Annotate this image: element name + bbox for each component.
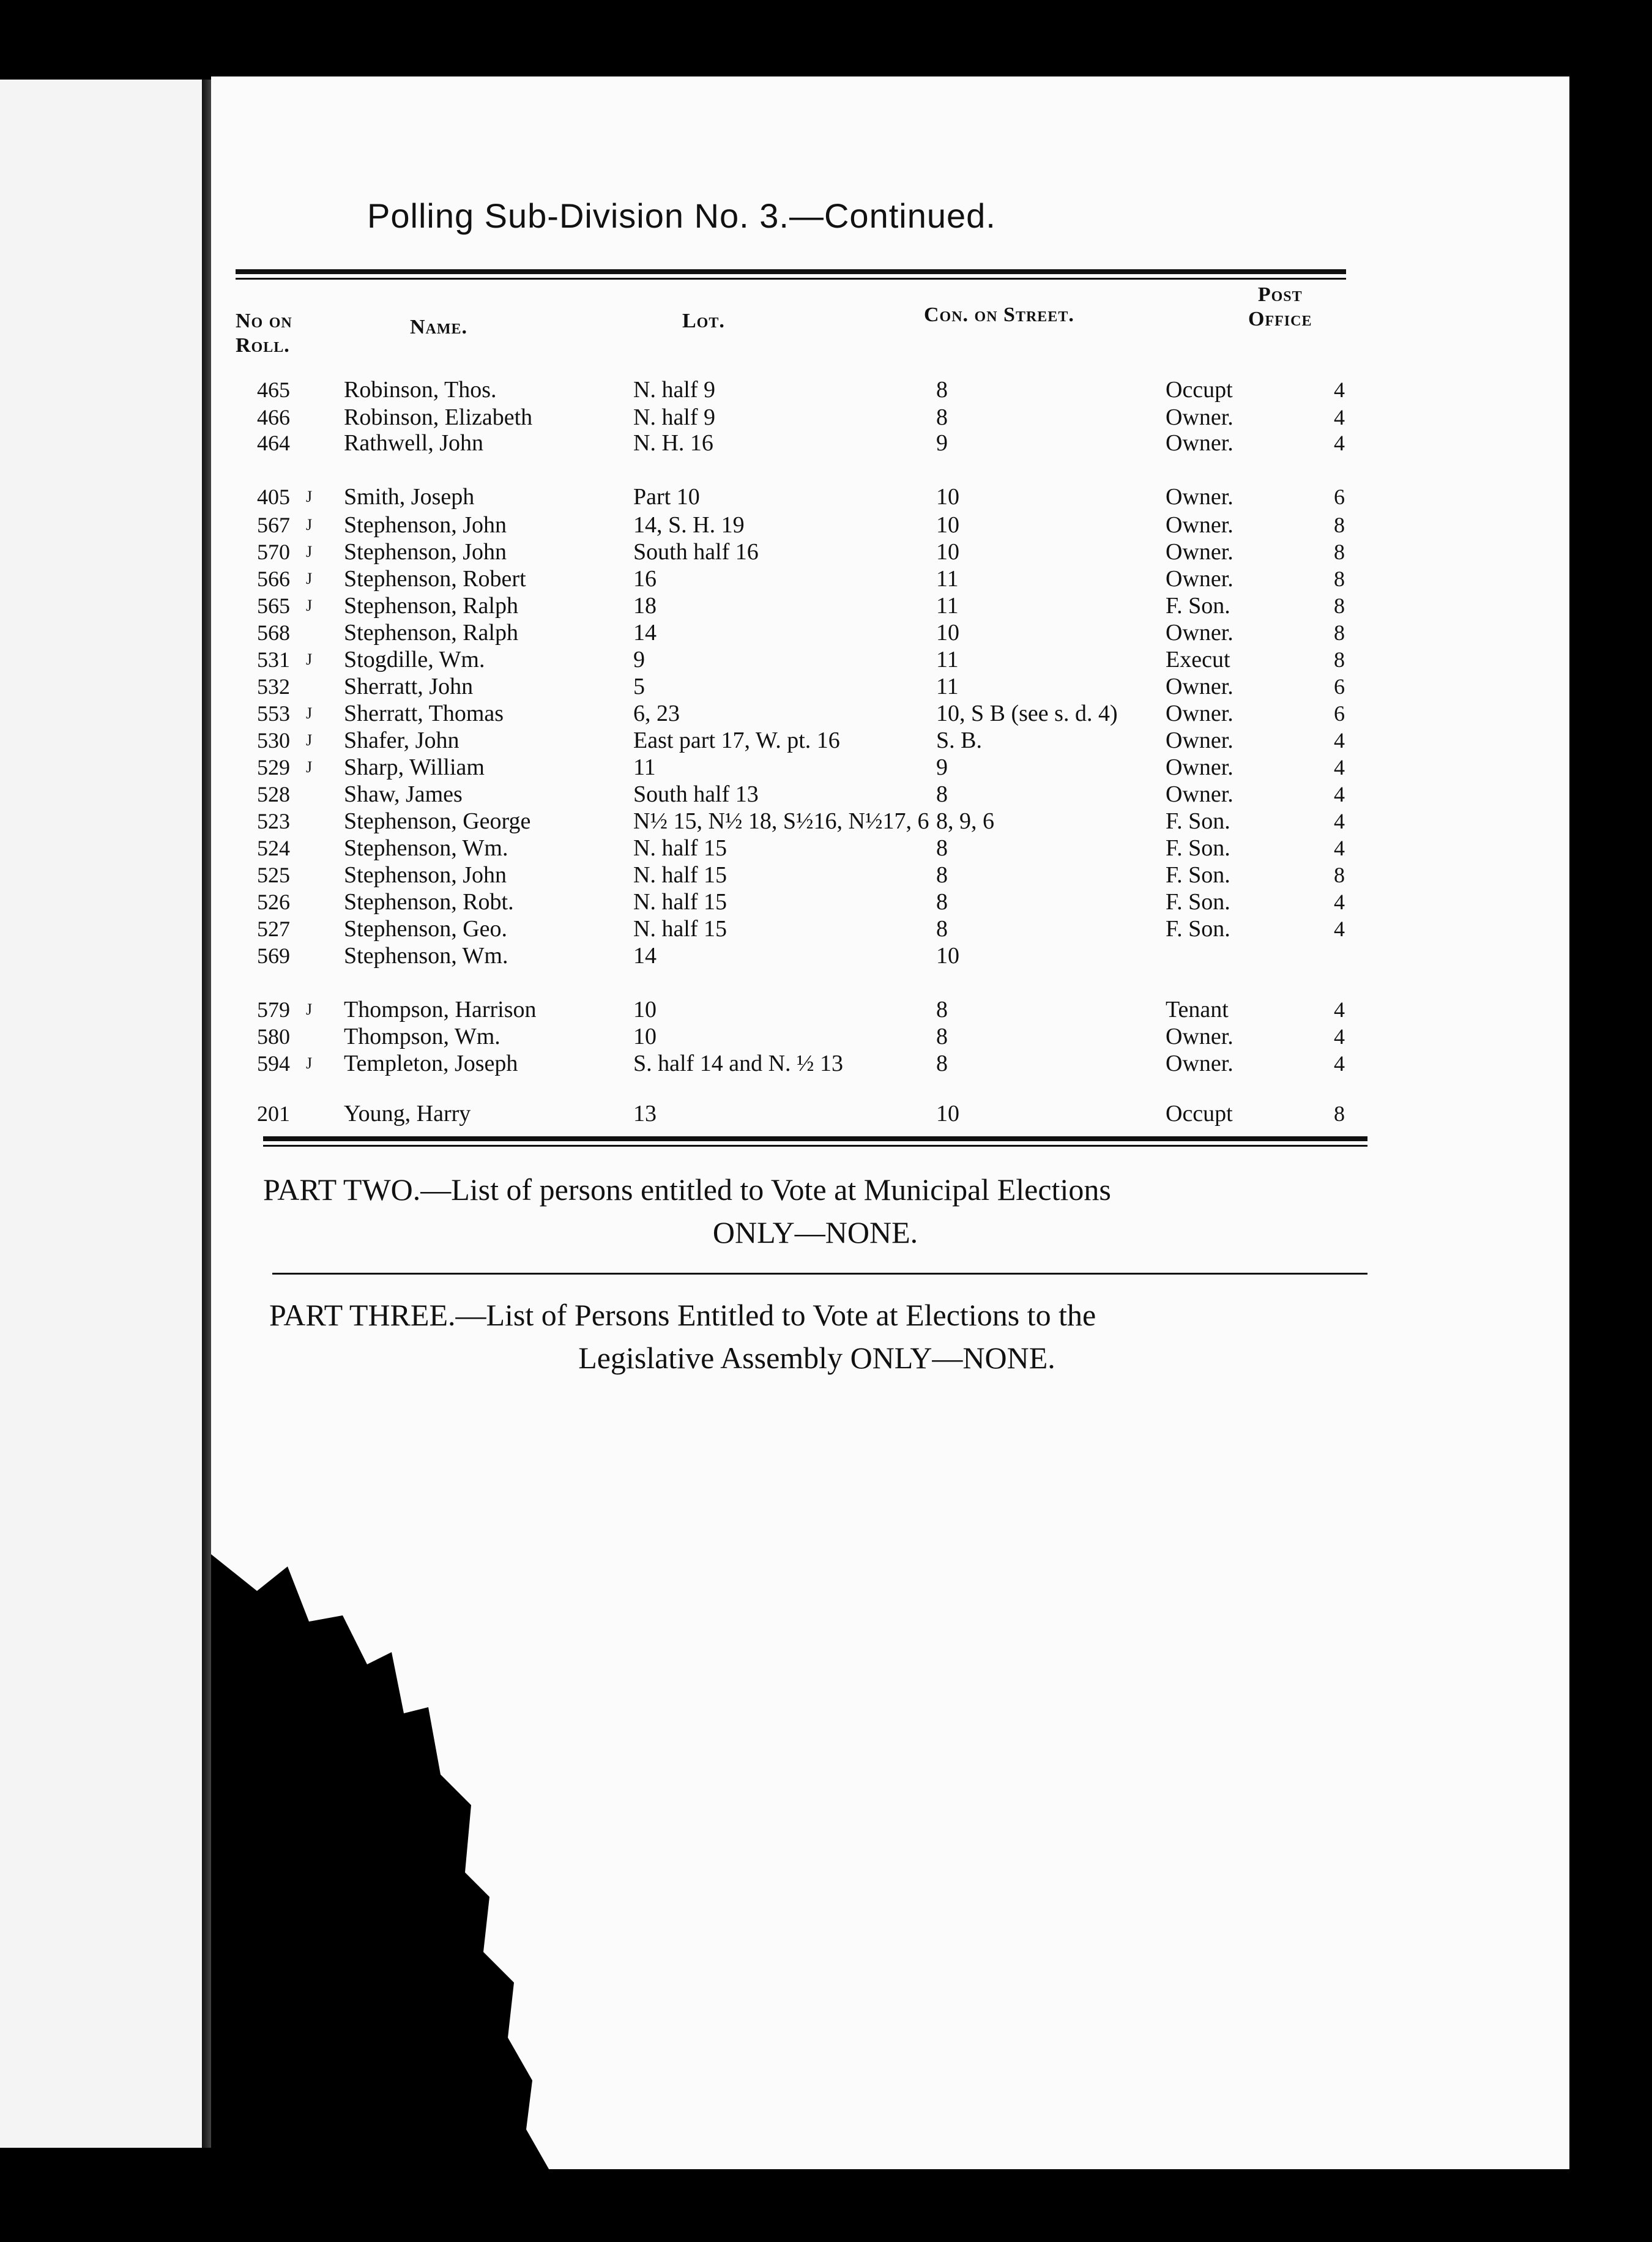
table-end-rule-thin — [263, 1145, 1367, 1147]
status: Owner. — [1166, 566, 1233, 592]
roll-number: 566 — [257, 567, 290, 591]
lot: N. half 15 — [633, 835, 727, 861]
roll-number: 527 — [257, 917, 290, 941]
voter-name: Smith, Joseph — [344, 484, 475, 510]
post-office: 4 — [1334, 917, 1345, 941]
concession: 8 — [936, 916, 948, 942]
post-office: 4 — [1334, 1024, 1345, 1049]
post-office: 6 — [1334, 674, 1345, 699]
post-office: 8 — [1334, 567, 1345, 591]
voter-name: Stephenson, John — [344, 862, 507, 888]
roll-number: 579 — [257, 997, 290, 1022]
voter-name: Stephenson, Robert — [344, 566, 526, 592]
juror-mark: J — [306, 488, 313, 505]
lot: N. half 9 — [633, 404, 716, 430]
voter-name: Stephenson, John — [344, 539, 507, 565]
voter-name: Stephenson, Ralph — [344, 593, 518, 619]
post-office: 8 — [1334, 1101, 1345, 1126]
lot: 13 — [633, 1101, 657, 1127]
part-two-line2: ONLY—NONE. — [712, 1215, 918, 1249]
lot: N. half 9 — [633, 377, 716, 403]
juror-mark: J — [306, 516, 313, 534]
column-header-lot: Lot. — [682, 310, 725, 332]
juror-mark: J — [306, 758, 313, 776]
status: Occupt — [1166, 377, 1233, 403]
roll-number: 464 — [257, 431, 290, 455]
roll-number: 529 — [257, 755, 290, 780]
juror-mark: J — [306, 731, 313, 749]
lot: 11 — [633, 754, 656, 780]
concession: 10, S B (see s. d. 4) — [936, 701, 1118, 726]
roll-number: 531 — [257, 647, 290, 672]
post-office: 8 — [1334, 513, 1345, 537]
voter-name: Sherratt, John — [344, 674, 474, 699]
status: Owner. — [1166, 430, 1233, 456]
concession: 8 — [936, 404, 948, 430]
post-office: 4 — [1334, 405, 1345, 430]
lot: 18 — [633, 593, 657, 619]
part-two-line1: PART TWO.—List of persons entitled to Vote at Municipal Elections — [263, 1172, 1111, 1207]
status: Owner. — [1166, 754, 1233, 780]
voter-name: Sharp, William — [344, 754, 485, 780]
lot: N½ 15, N½ 18, S½16, N½17, 6 — [633, 808, 929, 834]
post-office: 8 — [1334, 647, 1345, 672]
voter-name: Stephenson, Wm. — [344, 835, 508, 861]
juror-mark: J — [306, 1054, 313, 1072]
lot: 10 — [633, 997, 657, 1022]
status: Owner. — [1166, 1024, 1233, 1049]
lot: 16 — [633, 566, 657, 592]
roll-number: 570 — [257, 540, 290, 564]
post-office: 6 — [1334, 701, 1345, 726]
concession: 10 — [936, 943, 959, 969]
juror-mark: J — [306, 1000, 313, 1018]
page-title: Polling Sub-Division No. 3.—Continued. — [367, 196, 996, 235]
concession: 9 — [936, 430, 948, 456]
post-office: 4 — [1334, 431, 1345, 455]
roll-number: 465 — [257, 378, 290, 402]
status: Owner. — [1166, 484, 1233, 510]
voter-name: Sherratt, Thomas — [344, 701, 504, 726]
concession: 10 — [936, 539, 959, 565]
roll-number: 567 — [257, 513, 290, 537]
concession: 11 — [936, 566, 959, 592]
roll-number: 568 — [257, 620, 290, 645]
status: Owner. — [1166, 674, 1233, 699]
voter-name: Thompson, Wm. — [344, 1024, 500, 1049]
voter-name: Stephenson, Robt. — [344, 889, 514, 915]
roll-number: 532 — [257, 674, 290, 699]
lot: 5 — [633, 674, 645, 699]
juror-mark: J — [306, 543, 313, 560]
part-three-line2: Legislative Assembly ONLY—NONE. — [578, 1341, 1055, 1375]
post-office: 4 — [1334, 836, 1345, 860]
post-office: 4 — [1334, 1051, 1345, 1076]
post-office: 4 — [1334, 755, 1345, 780]
lot: 6, 23 — [633, 701, 680, 726]
voter-name: Templeton, Joseph — [344, 1051, 518, 1076]
status: Occupt — [1166, 1101, 1233, 1127]
status: Owner. — [1166, 728, 1233, 753]
lot: N. half 15 — [633, 889, 727, 915]
status: Owner. — [1166, 1051, 1233, 1076]
lot: N. H. 16 — [633, 430, 713, 456]
roll-number: 525 — [257, 863, 290, 887]
concession: 8 — [936, 835, 948, 861]
part-divider-rule — [272, 1273, 1367, 1275]
post-office: 4 — [1334, 890, 1345, 914]
header-rule-thick — [236, 269, 1346, 274]
status: Owner. — [1166, 512, 1233, 538]
voter-name: Young, Harry — [344, 1101, 471, 1127]
status: Owner. — [1166, 701, 1233, 726]
post-office: 8 — [1334, 620, 1345, 645]
status: Owner. — [1166, 781, 1233, 807]
concession: 8 — [936, 997, 948, 1022]
concession: 8 — [936, 1051, 948, 1076]
lot: 9 — [633, 647, 645, 672]
roll-number: 524 — [257, 836, 290, 860]
concession: 10 — [936, 1101, 959, 1127]
lot: N. half 15 — [633, 916, 727, 942]
status: F. Son. — [1166, 862, 1230, 888]
concession: 8 — [936, 889, 948, 915]
juror-mark: J — [306, 570, 313, 587]
lot: N. half 15 — [633, 862, 727, 888]
lot: 14 — [633, 943, 657, 969]
voter-name: Stephenson, Geo. — [344, 916, 508, 942]
roll-number: 530 — [257, 728, 290, 753]
lot: S. half 14 and N. ½ 13 — [633, 1051, 844, 1076]
table-end-rule-thick — [263, 1136, 1367, 1141]
status: Owner. — [1166, 404, 1233, 430]
voter-name: Shaw, James — [344, 781, 463, 807]
roll-number: 565 — [257, 594, 290, 618]
column-header-post-office: Post Office — [1248, 283, 1312, 330]
juror-mark: J — [306, 650, 313, 668]
column-header-con-street: Con. on Street. — [924, 304, 1074, 326]
status: Owner. — [1166, 539, 1233, 565]
post-office: 4 — [1334, 782, 1345, 806]
roll-number: 523 — [257, 809, 290, 833]
juror-mark: J — [306, 704, 313, 722]
post-office: 8 — [1334, 540, 1345, 564]
post-office: 6 — [1334, 485, 1345, 509]
column-header-name: Name. — [410, 316, 468, 338]
concession: 9 — [936, 754, 948, 780]
voter-name: Stephenson, George — [344, 808, 531, 834]
juror-mark: J — [306, 597, 313, 614]
part-three-line1: PART THREE.—List of Persons Entitled to Vote at Elections to the — [269, 1298, 1096, 1332]
status: Execut — [1166, 647, 1230, 672]
voter-name: Rathwell, John — [344, 430, 483, 456]
concession: 10 — [936, 484, 959, 510]
post-office: 4 — [1334, 728, 1345, 753]
roll-number: 466 — [257, 405, 290, 430]
lot: East part 17, W. pt. 16 — [633, 728, 840, 753]
voter-name: Shafer, John — [344, 728, 460, 753]
voter-name: Robinson, Elizabeth — [344, 404, 533, 430]
header-rule-thin — [236, 278, 1346, 280]
concession: 8 — [936, 781, 948, 807]
column-header-roll: No on Roll. — [236, 310, 292, 357]
lot: 14, S. H. 19 — [633, 512, 745, 538]
post-office: 4 — [1334, 997, 1345, 1022]
voter-name: Stephenson, Wm. — [344, 943, 508, 969]
status: F. Son. — [1166, 593, 1230, 619]
status: F. Son. — [1166, 889, 1230, 915]
concession: 8 — [936, 1024, 948, 1049]
concession: 8, 9, 6 — [936, 808, 994, 834]
concession: 8 — [936, 377, 948, 403]
lot: South half 13 — [633, 781, 759, 807]
post-office: 8 — [1334, 863, 1345, 887]
status: F. Son. — [1166, 835, 1230, 861]
roll-number: 594 — [257, 1051, 290, 1076]
roll-number: 405 — [257, 485, 290, 509]
post-office: 8 — [1334, 594, 1345, 618]
roll-number: 528 — [257, 782, 290, 806]
roll-number: 569 — [257, 944, 290, 968]
concession: 11 — [936, 674, 959, 699]
lot: 14 — [633, 620, 657, 646]
roll-number: 580 — [257, 1024, 290, 1049]
voter-name: Thompson, Harrison — [344, 997, 537, 1022]
voter-name: Stephenson, John — [344, 512, 507, 538]
concession: 11 — [936, 593, 959, 619]
concession: 10 — [936, 620, 959, 646]
roll-number: 553 — [257, 701, 290, 726]
concession: S. B. — [936, 728, 982, 753]
roll-number: 526 — [257, 890, 290, 914]
status: F. Son. — [1166, 916, 1230, 942]
lot: Part 10 — [633, 484, 700, 510]
post-office: 4 — [1334, 809, 1345, 833]
status: Tenant — [1166, 997, 1229, 1022]
concession: 10 — [936, 512, 959, 538]
voter-name: Robinson, Thos. — [344, 377, 497, 403]
lot: South half 16 — [633, 539, 759, 565]
concession: 11 — [936, 647, 959, 672]
status: Owner. — [1166, 620, 1233, 646]
voter-name: Stephenson, Ralph — [344, 620, 518, 646]
post-office: 4 — [1334, 378, 1345, 402]
roll-number: 201 — [257, 1101, 290, 1126]
status: F. Son. — [1166, 808, 1230, 834]
concession: 8 — [936, 862, 948, 888]
voter-name: Stogdille, Wm. — [344, 647, 485, 672]
facing-page — [0, 80, 214, 2148]
lot: 10 — [633, 1024, 657, 1049]
